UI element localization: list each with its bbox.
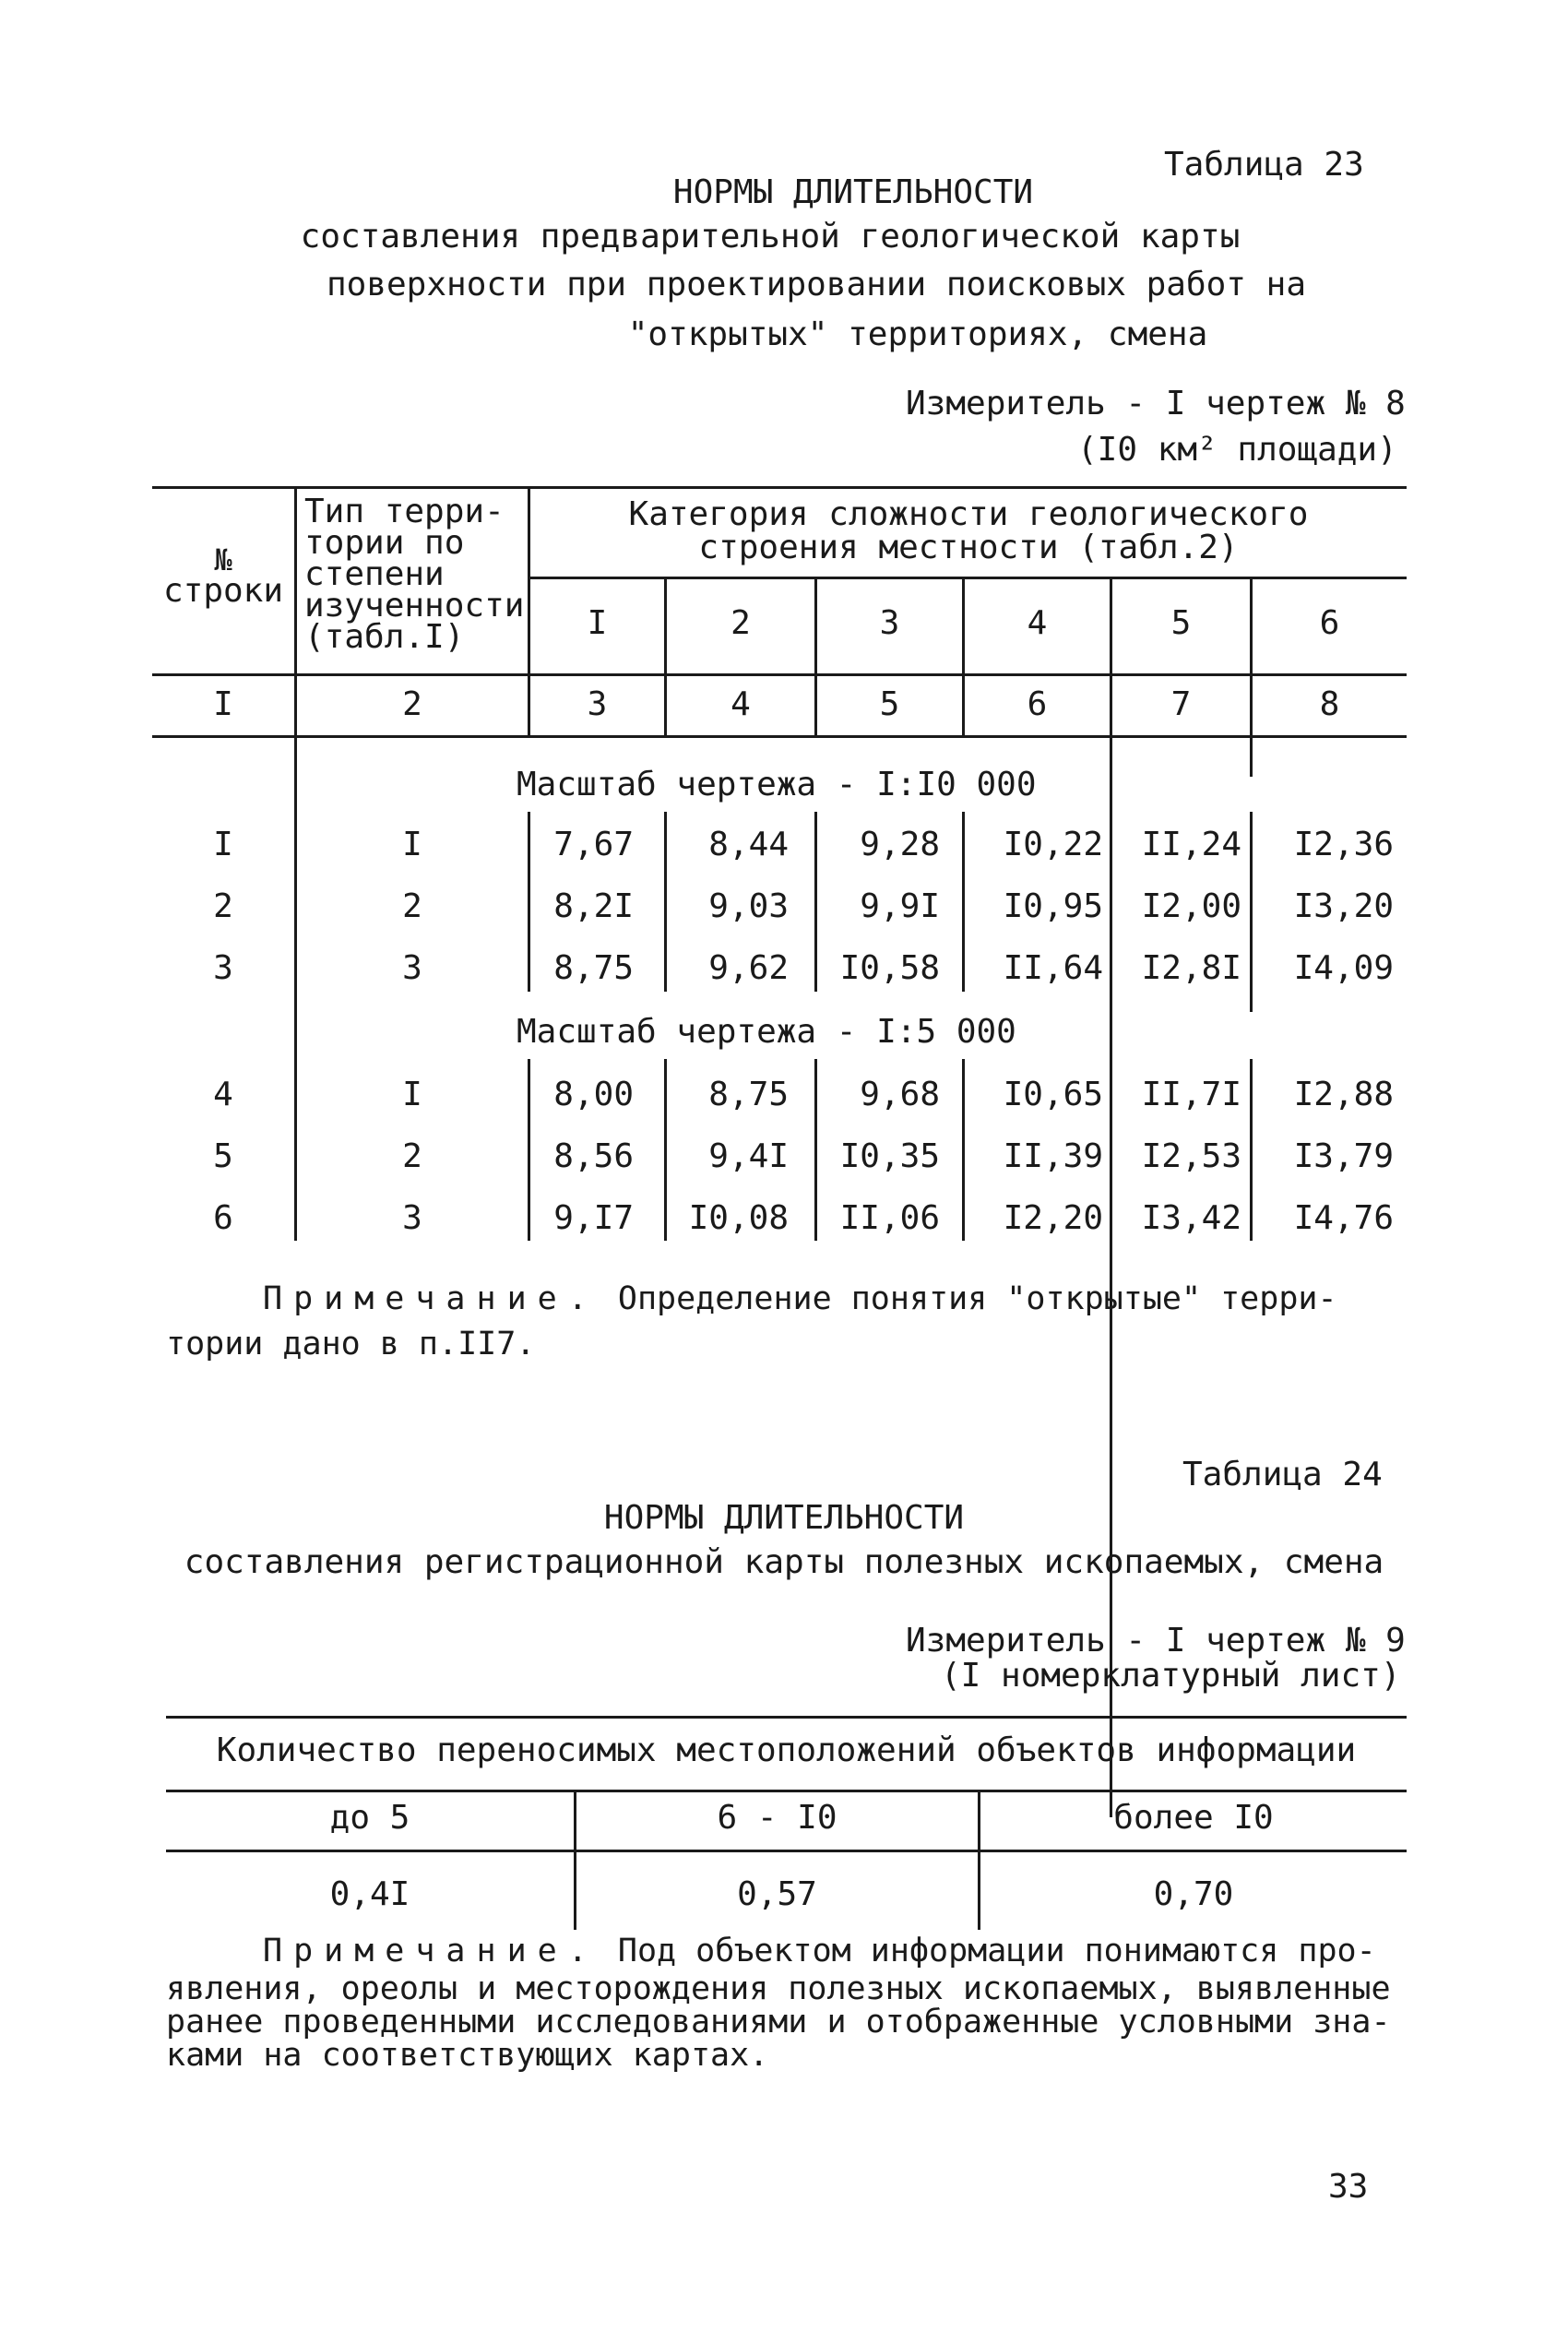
table23-measure-line-1: Измеритель - I чертеж № 8: [906, 385, 1406, 422]
table23-subtitle-line-1: составления предварительной геологической карты: [300, 218, 1241, 256]
table24-label: Таблица 24: [1182, 1456, 1383, 1493]
value-cell: 8,75: [708, 1076, 789, 1113]
territory-type: I: [402, 1076, 422, 1113]
value-cell: 9,28: [860, 826, 940, 863]
territory-header-line: Тип терри-: [304, 493, 505, 530]
category-label: 3: [879, 604, 900, 642]
column-number: 2: [402, 685, 422, 723]
table23-heading: НОРМЫ ДЛИТЕЛЬНОСТИ: [672, 173, 1034, 211]
value-cell: I2,88: [1293, 1076, 1394, 1113]
note-text: Под объектом информации понимаются про-: [617, 1933, 1376, 1969]
row-number: 2: [213, 887, 233, 925]
column-number: 7: [1170, 685, 1192, 723]
table24-note: [263, 1935, 1376, 1967]
value-cell: I2,8I: [1141, 949, 1241, 987]
territory-header-line: изученности: [304, 587, 525, 625]
category-label: 4: [1027, 604, 1048, 642]
value-cell: I4,76: [1293, 1199, 1394, 1237]
value-cell: I0,58: [839, 949, 940, 987]
value-cell: 9,68: [860, 1076, 940, 1113]
value-cell: I2,20: [1003, 1199, 1103, 1237]
column-number: 8: [1319, 685, 1340, 723]
value-cell: 9,I7: [553, 1199, 634, 1237]
row-number-header-sign: №: [214, 542, 232, 577]
note-text: Определение понятия "открытые" терри-: [617, 1280, 1337, 1317]
value-cell: II,24: [1141, 826, 1241, 863]
table24-heading: НОРМЫ ДЛИТЕЛЬНОСТИ: [603, 1499, 965, 1537]
category-header-line: строения местности (табл.2): [698, 529, 1239, 566]
row-number-header-word: строки: [162, 572, 284, 610]
value-cell: I0,65: [1003, 1076, 1103, 1113]
value-cell: I3,42: [1141, 1199, 1241, 1237]
table24-measure-line-1: Измеритель - I чертеж № 9: [906, 1622, 1406, 1660]
value-cell: 8,75: [553, 949, 634, 987]
column-number: 3: [587, 685, 608, 723]
table23-numbers-rule: [152, 735, 1407, 738]
table23-category-rule: [528, 577, 1407, 579]
value-cell: I2,36: [1293, 826, 1394, 863]
table23-col-divider: [1250, 735, 1253, 777]
category-label: 6: [1319, 604, 1340, 642]
table24-note-line-3: ранее проведенными исследованиями и отображенные условными зна-: [166, 2004, 1391, 2040]
territory-header-line: степени: [304, 555, 445, 593]
table24-column-label: более I0: [1113, 1799, 1274, 1837]
row-number: 4: [213, 1076, 233, 1113]
table23-label: Таблица 23: [1164, 146, 1364, 184]
value-cell: 9,03: [708, 887, 789, 925]
value-cell: I2,00: [1141, 887, 1241, 925]
table24-value: 0,4I: [329, 1875, 410, 1913]
table24-note-line-4: ками на соответствующих картах.: [166, 2037, 769, 2074]
column-number: 4: [731, 685, 751, 723]
table24-note-line-2: явления, ореолы и месторождения полезных ископаемых, выявленные: [166, 1970, 1391, 2007]
table24-measure-line-2: (I номерклатурный лист): [941, 1657, 1401, 1695]
category-label: I: [587, 604, 608, 642]
table24-subtitle: составления регистрационной карты полезных ископаемых, смена: [184, 1543, 1384, 1581]
column-number: I: [213, 685, 233, 723]
category-header-line: Категория сложности геологического: [628, 495, 1309, 533]
table23-col-divider: [294, 486, 297, 1241]
value-cell: II,64: [1003, 949, 1103, 987]
row-number: 3: [213, 949, 233, 987]
territory-header: [304, 493, 525, 656]
territory-type: I: [402, 826, 422, 863]
table23-measure-line-2: (I0 км² площади): [1077, 431, 1397, 469]
territory-header-line: тории по: [304, 524, 465, 562]
table23-note: [263, 1279, 1337, 1320]
table24-value: 0,57: [737, 1875, 817, 1913]
value-cell: I3,20: [1293, 887, 1394, 925]
row-number: 5: [213, 1137, 233, 1175]
value-cell: I0,08: [688, 1199, 789, 1237]
table24-value: 0,70: [1153, 1875, 1234, 1913]
table24-header-rule: [166, 1790, 1407, 1792]
note-label: Примечание.: [263, 1280, 599, 1317]
category-label: 5: [1170, 604, 1192, 642]
value-cell: I0,22: [1003, 826, 1103, 863]
value-cell: II,7I: [1141, 1076, 1241, 1113]
value-cell: 9,4I: [708, 1137, 789, 1175]
value-cell: I0,35: [839, 1137, 940, 1175]
table23-header-rule: [152, 673, 1407, 676]
table24-column-label: до 5: [329, 1799, 410, 1837]
table24-top-rule: [166, 1716, 1407, 1719]
value-cell: I2,53: [1141, 1137, 1241, 1175]
value-cell: 9,9I: [860, 887, 940, 925]
value-cell: 8,44: [708, 826, 789, 863]
row-number: 6: [213, 1199, 233, 1237]
table23-top-rule: [152, 486, 1407, 489]
territory-type: 2: [402, 887, 422, 925]
note-label: Примечание.: [263, 1933, 599, 1969]
row-number: I: [213, 826, 233, 863]
table23-subtitle-line-2: поверхности при проектировании поисковых работ на: [326, 266, 1307, 303]
value-cell: I0,95: [1003, 887, 1103, 925]
scale-label: Масштаб чертежа - I:5 000: [517, 1013, 1016, 1051]
value-cell: 8,2I: [553, 887, 634, 925]
table23-subtitle-line-3: "открытых" территориях, смена: [627, 315, 1208, 353]
table24-header: Количество переносимых местоположений объектов информации: [216, 1731, 1357, 1769]
category-header: [530, 495, 1407, 566]
page-number: 33: [1328, 2168, 1369, 2206]
value-cell: II,39: [1003, 1137, 1103, 1175]
column-number: 5: [879, 685, 900, 723]
row-number-header: [152, 542, 294, 610]
table23-note-line-2: тории дано в п.II7.: [166, 1326, 536, 1362]
value-cell: 7,67: [553, 826, 634, 863]
value-cell: 8,00: [553, 1076, 634, 1113]
scale-label: Масштаб чертежа - I:I0 000: [517, 766, 1037, 803]
value-cell: 8,56: [553, 1137, 634, 1175]
territory-type: 2: [402, 1137, 422, 1175]
table24-columns-rule: [166, 1850, 1407, 1852]
category-label: 2: [731, 604, 751, 642]
value-cell: I3,79: [1293, 1137, 1394, 1175]
table24-column-label: 6 - I0: [717, 1799, 837, 1837]
value-cell: I4,09: [1293, 949, 1394, 987]
value-cell: 9,62: [708, 949, 789, 987]
territory-type: 3: [402, 1199, 422, 1237]
territory-type: 3: [402, 949, 422, 987]
territory-header-line: (табл.I): [304, 618, 465, 656]
value-cell: II,06: [839, 1199, 940, 1237]
column-number: 6: [1027, 685, 1048, 723]
